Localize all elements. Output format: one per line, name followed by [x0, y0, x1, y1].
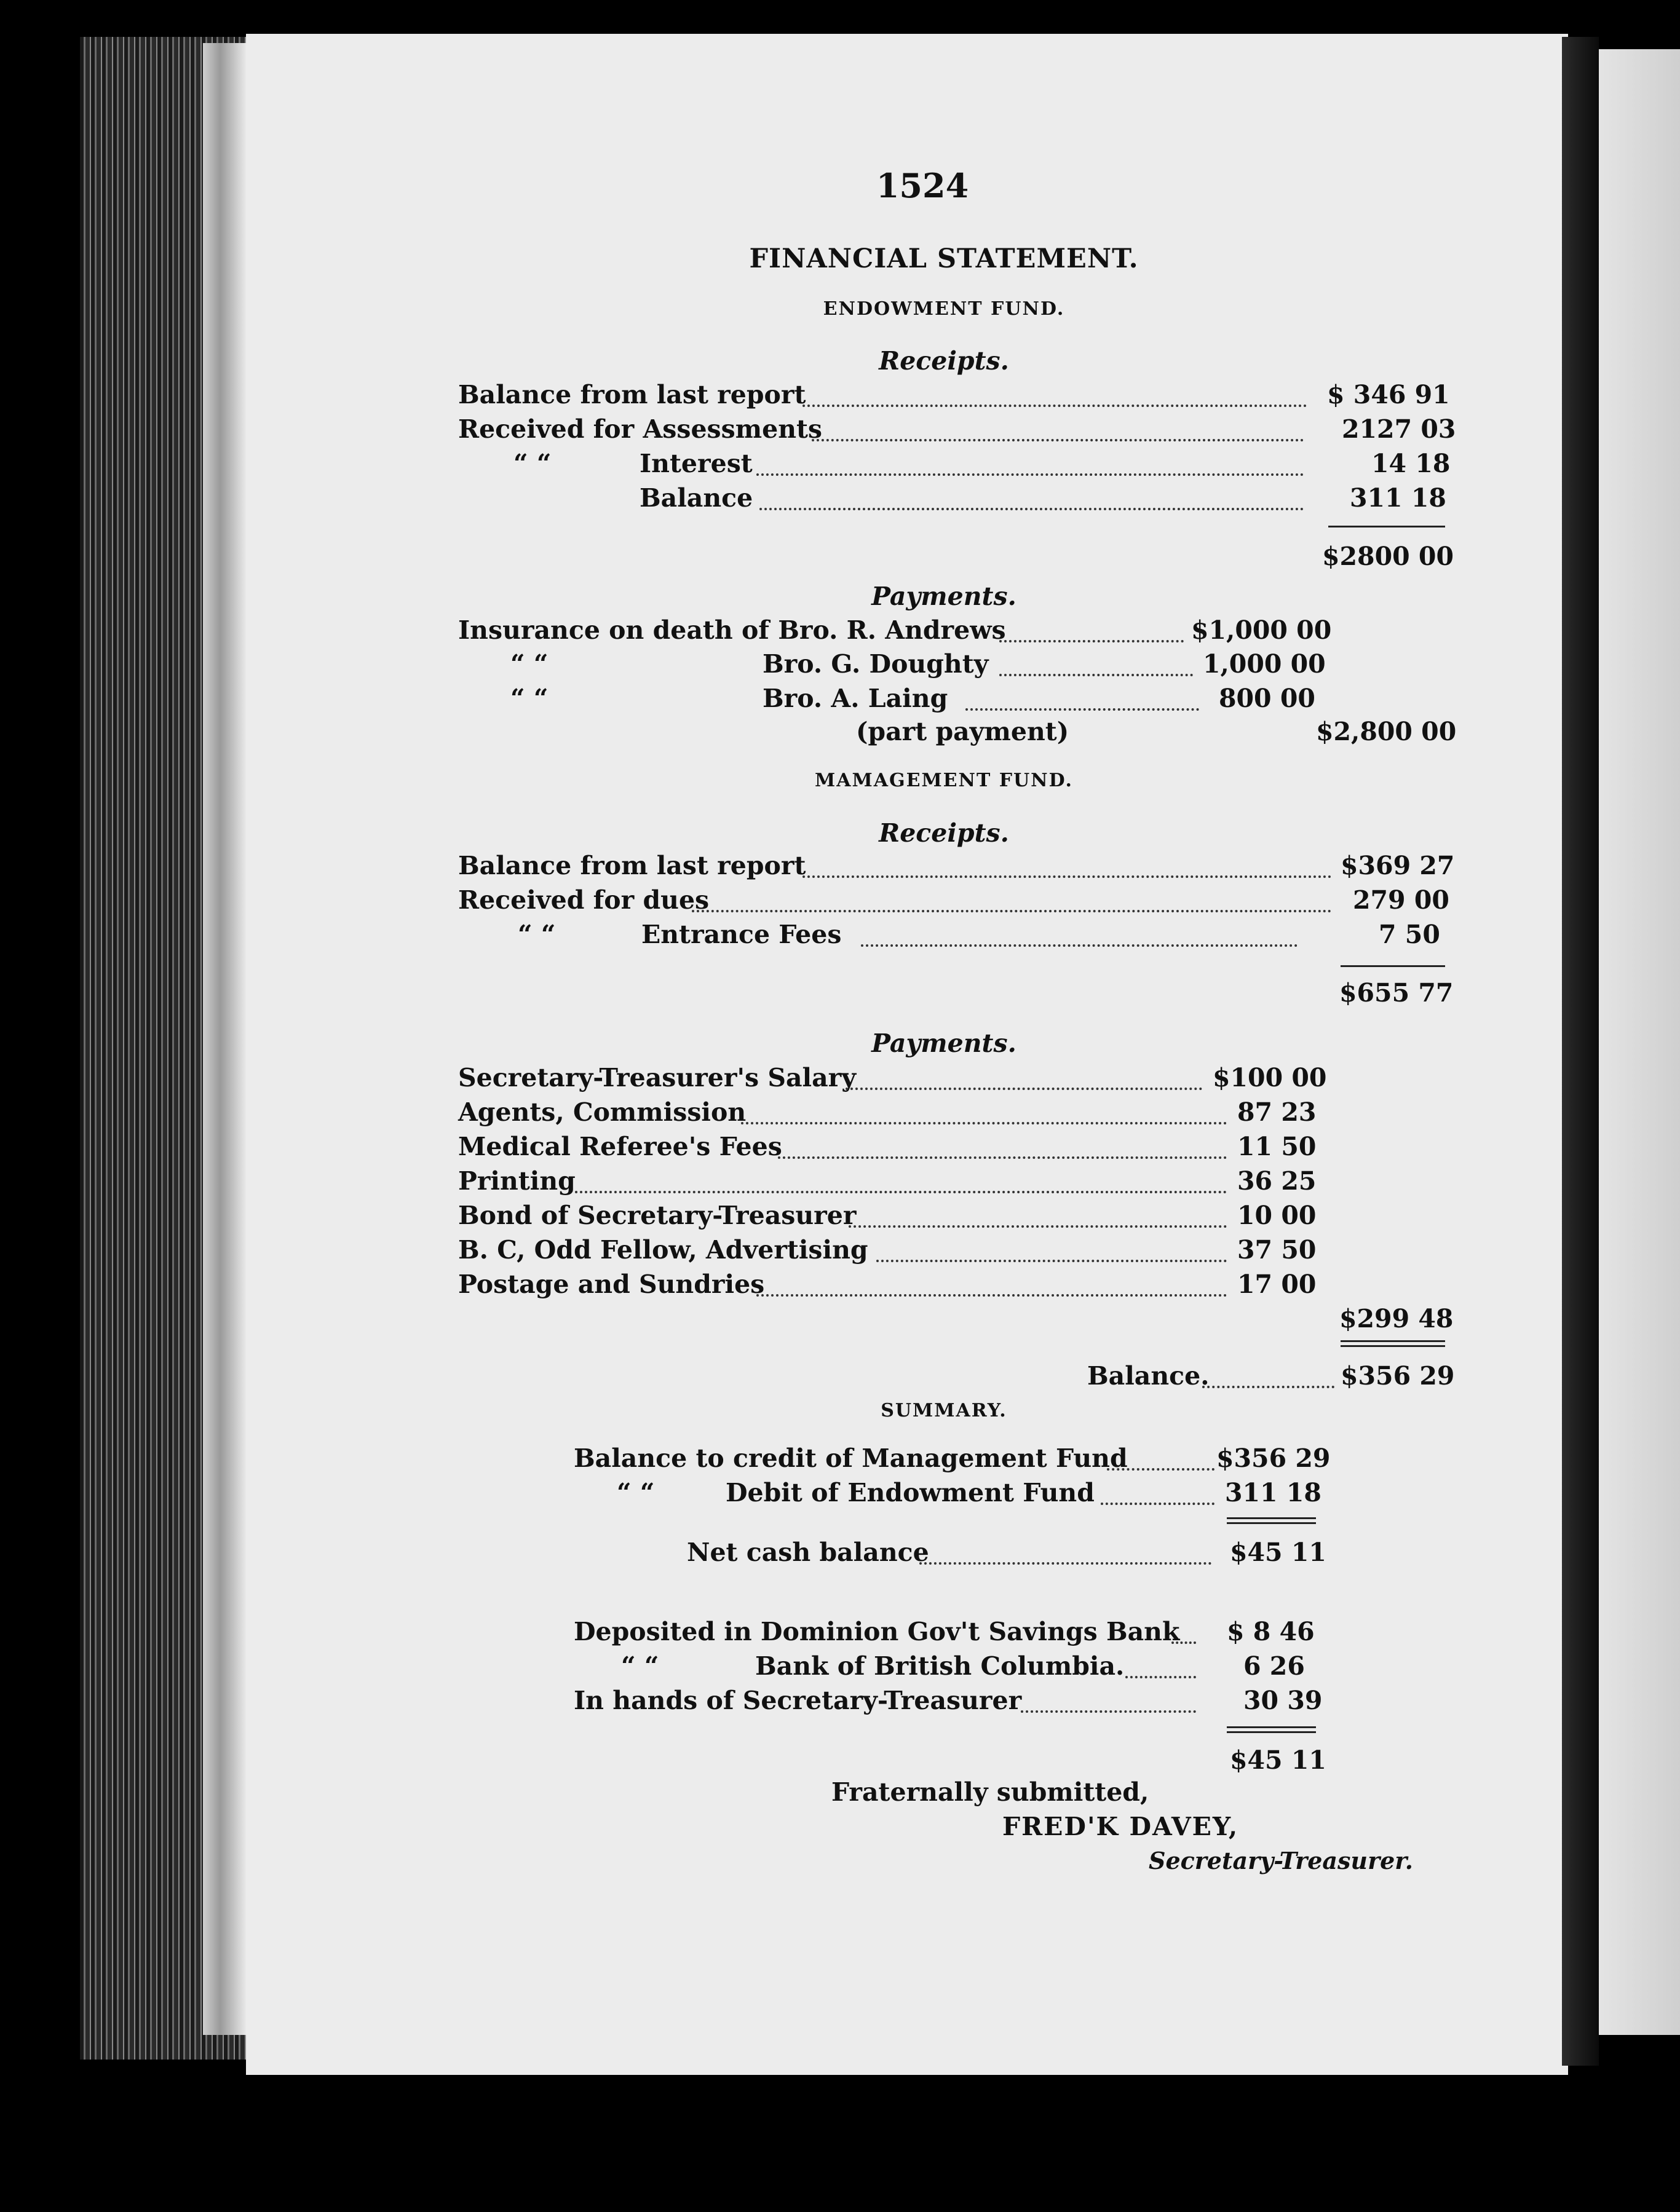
ditto-marks: “ “	[621, 1651, 659, 1681]
dot-leader	[575, 1191, 1227, 1193]
ledger-amount: $ 346 91	[1327, 380, 1450, 409]
management-receipts-heading: Receipts.	[879, 818, 1009, 848]
signatory-role: Secretary-Treasurer.	[1149, 1847, 1414, 1874]
ledger-amount: $100 00	[1213, 1063, 1327, 1092]
summary-amount: 6 26	[1243, 1651, 1305, 1681]
summary-label: Deposited in Dominion Gov't Savings Bank	[574, 1617, 1180, 1646]
dot-leader	[861, 944, 1298, 947]
management-fund-heading: MAMAGEMENT FUND.	[815, 770, 1073, 791]
ledger-amount: 11 50	[1237, 1132, 1317, 1161]
ledger-label: Balance	[640, 483, 753, 513]
ledger-amount: 14 18	[1371, 449, 1451, 478]
endowment-payments-total: $2,800 00	[1316, 717, 1457, 746]
endowment-payments-heading: Payments.	[871, 582, 1016, 611]
dot-leader	[876, 1260, 1227, 1262]
dot-leader	[802, 405, 1307, 407]
ledger-label: Bro. A. Laing	[763, 684, 948, 713]
dot-leader	[759, 508, 1304, 510]
summary-label: Debit of Endowment Fund	[726, 1478, 1095, 1507]
endowment-fund-heading: ENDOWMENT FUND.	[823, 298, 1065, 320]
ledger-amount: $1,000 00	[1191, 615, 1332, 645]
total-double-rule	[1227, 1726, 1316, 1733]
management-payments-heading: Payments.	[871, 1029, 1016, 1058]
closing-line: Fraternally submitted,	[831, 1777, 1149, 1807]
management-receipts-total: $655 77	[1339, 978, 1454, 1008]
part-payment-note: (part payment)	[856, 717, 1069, 746]
dot-leader	[756, 473, 1304, 476]
ledger-amount: 17 00	[1237, 1270, 1317, 1299]
dot-leader	[846, 1088, 1202, 1090]
ledger-label: Insurance on death of Bro. R. Andrews	[458, 615, 1006, 645]
ledger-label: Balance from last report	[458, 851, 806, 880]
endowment-receipts-heading: Receipts.	[879, 346, 1009, 376]
dot-leader	[1107, 1468, 1214, 1471]
ledger-label: Postage and Sundries	[458, 1270, 765, 1299]
dot-leader	[756, 1294, 1227, 1297]
ledger-amount: 37 50	[1237, 1235, 1317, 1265]
book-gutter	[203, 43, 246, 2035]
ledger-label: Agents, Commission	[458, 1097, 747, 1127]
ledger-amount: 800 00	[1219, 684, 1315, 713]
endowment-receipts-total: $2800 00	[1322, 542, 1454, 571]
ditto-marks: “ “	[518, 920, 556, 949]
summary-label: In hands of Secretary-Treasurer	[574, 1686, 1022, 1715]
summary-label: Bank of British Columbia.	[755, 1651, 1125, 1681]
ledger-amount: 87 23	[1237, 1097, 1317, 1127]
net-cash-amount: $45 11	[1230, 1538, 1326, 1567]
page-title: FINANCIAL STATEMENT.	[749, 243, 1139, 274]
dot-leader	[919, 1562, 1211, 1565]
ledger-label: Entrance Fees	[641, 920, 842, 949]
ledger-amount: 10 00	[1237, 1201, 1317, 1230]
summary-amount: 311 18	[1225, 1478, 1321, 1507]
balance-label: Balance.	[1087, 1361, 1210, 1391]
facing-page	[1599, 49, 1680, 2035]
dot-leader	[999, 674, 1193, 676]
total-double-rule	[1227, 1517, 1316, 1524]
dot-leader	[778, 1156, 1227, 1159]
ledger-label: Printing	[458, 1166, 576, 1196]
ledger-label: Received for Assessments	[458, 414, 823, 444]
dot-leader	[965, 708, 1199, 711]
ledger-amount: 7 50	[1379, 920, 1440, 949]
dot-leader	[812, 439, 1304, 441]
summary-label: Balance to credit of Management Fund	[574, 1444, 1128, 1473]
ledger-label: Received for dues	[458, 885, 710, 915]
dot-leader	[1021, 1710, 1196, 1713]
ledger-label: Bond of Secretary-Treasurer	[458, 1201, 857, 1230]
ditto-marks: “ “	[617, 1478, 655, 1507]
ledger-label: Balance from last report	[458, 380, 806, 409]
total-rule	[1328, 526, 1445, 527]
ledger-amount: 279 00	[1353, 885, 1449, 915]
summary-amount: 30 39	[1243, 1686, 1323, 1715]
ditto-marks: “ “	[513, 449, 552, 478]
page-shadow	[1562, 37, 1599, 2066]
total-rule	[1341, 965, 1445, 967]
dot-leader	[849, 1225, 1227, 1228]
ledger-amount: 311 18	[1350, 483, 1446, 513]
ledger-label: Interest	[640, 449, 753, 478]
ditto-marks: “ “	[510, 684, 549, 713]
ledger-amount: 2127 03	[1342, 414, 1456, 444]
ledger-label: Secretary-Treasurer's Salary	[458, 1063, 857, 1092]
ledger-label: Medical Referee's Fees	[458, 1132, 782, 1161]
summary-amount: $ 8 46	[1227, 1617, 1315, 1646]
dot-leader	[692, 910, 1331, 912]
page-number: 1524	[876, 166, 969, 205]
dot-leader	[741, 1122, 1227, 1124]
management-payments-total: $299 48	[1339, 1304, 1454, 1333]
ledger-label: B. C, Odd Fellow, Advertising	[458, 1235, 868, 1265]
ledger-amount: 1,000 00	[1203, 649, 1326, 679]
dot-leader	[1171, 1641, 1196, 1644]
ledger-label: Bro. G. Doughty	[763, 649, 989, 679]
dot-leader	[999, 640, 1184, 642]
signatory-name: FRED'K DAVEY,	[1002, 1812, 1239, 1841]
total-double-rule	[1341, 1340, 1445, 1347]
net-cash-label: Net cash balance	[687, 1538, 929, 1567]
summary-heading: SUMMARY.	[881, 1400, 1007, 1421]
ledger-amount: 36 25	[1237, 1166, 1317, 1196]
dot-leader	[1125, 1676, 1196, 1678]
deposits-total: $45 11	[1230, 1745, 1326, 1775]
dot-leader	[1202, 1386, 1334, 1388]
ditto-marks: “ “	[510, 649, 549, 679]
ledger-amount: $369 27	[1341, 851, 1455, 880]
dot-leader	[1101, 1503, 1214, 1505]
management-balance: $356 29	[1341, 1361, 1455, 1391]
dot-leader	[802, 875, 1331, 878]
summary-amount: $356 29	[1216, 1444, 1331, 1473]
